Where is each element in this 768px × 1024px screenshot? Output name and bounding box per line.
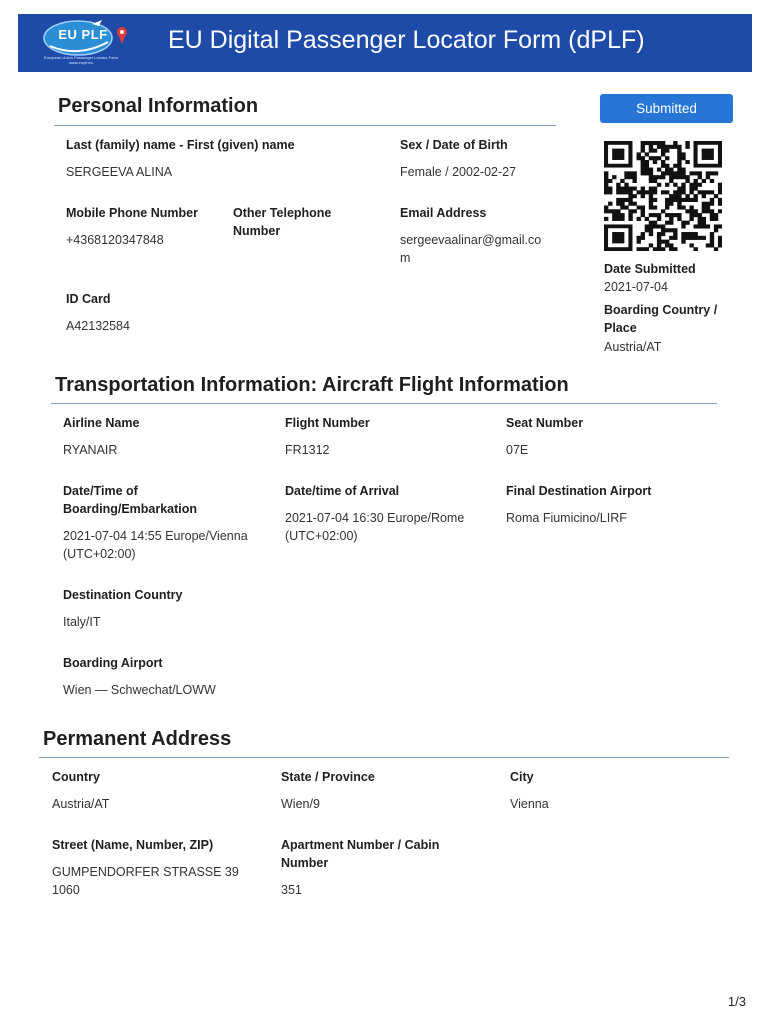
arrival-time-value: 2021-07-04 16:30 Europe/Rome (UTC+02:00) xyxy=(285,511,465,543)
email-label: Email Address xyxy=(400,206,487,220)
final-airport-label: Final Destination Airport xyxy=(506,484,652,498)
destination-country-value: Italy/IT xyxy=(63,615,101,629)
final-airport-value: Roma Fiumicino/LIRF xyxy=(506,511,627,525)
section-divider xyxy=(39,757,729,758)
boarding-time-label: Date/Time of Boarding/Embarkation xyxy=(63,484,198,516)
header-bar xyxy=(18,14,752,72)
flight-number-label: Flight Number xyxy=(285,416,370,430)
date-submitted-value: 2021-07-04 xyxy=(604,280,668,294)
qr-code-icon xyxy=(604,141,722,251)
apartment-value: 351 xyxy=(281,883,302,897)
date-submitted-label: Date Submitted xyxy=(604,262,696,276)
section-title-transport: Transportation Information: Aircraft Flight Information xyxy=(55,374,569,396)
boarding-airport-label: Boarding Airport xyxy=(63,656,163,670)
name-label: Last (family) name - First (given) name xyxy=(66,138,295,152)
country-value: Austria/AT xyxy=(52,797,110,811)
other-phone-label: Other Telephone Number xyxy=(233,206,332,238)
apartment-label: Apartment Number / Cabin Number xyxy=(281,838,440,870)
logo-text: EU PLF xyxy=(58,27,108,42)
email-value: sergeevaalinar@gmail.com xyxy=(400,233,542,265)
seat-number-value: 07E xyxy=(506,443,529,457)
sex-dob-label: Sex / Date of Birth xyxy=(400,138,508,152)
section-divider xyxy=(54,125,556,126)
boarding-time-value: 2021-07-04 14:55 Europe/Vienna (UTC+02:00) xyxy=(63,529,248,561)
page-title: EU Digital Passenger Locator Form (dPLF) xyxy=(168,26,645,54)
section-title-address: Permanent Address xyxy=(43,728,232,750)
boarding-country-label: Boarding Country / Place xyxy=(604,303,718,335)
status-badge: Submitted xyxy=(600,94,733,123)
street-value: GUMPENDORFER STRASSE 39 1060 xyxy=(52,865,239,897)
name-value: SERGEEVA ALINA xyxy=(66,165,173,179)
city-value: Vienna xyxy=(510,797,549,811)
mobile-value: +4368120347848 xyxy=(66,233,164,247)
id-card-label: ID Card xyxy=(66,292,111,306)
arrival-time-label: Date/time of Arrival xyxy=(285,484,400,498)
airline-value: RYANAIR xyxy=(63,443,118,457)
flight-number-value: FR1312 xyxy=(285,443,330,457)
boarding-airport-value: Wien — Schwechat/LOWW xyxy=(63,683,216,697)
section-title-personal: Personal Information xyxy=(58,95,259,117)
country-label: Country xyxy=(52,770,100,784)
sex-dob-value: Female / 2002-02-27 xyxy=(400,165,517,179)
state-value: Wien/9 xyxy=(281,797,320,811)
logo-subtitle: European Union Passenger Locator Form www.euplf.eu xyxy=(43,55,119,65)
state-label: State / Province xyxy=(281,770,375,784)
airline-label: Airline Name xyxy=(63,416,140,430)
destination-country-label: Destination Country xyxy=(63,588,183,602)
section-divider xyxy=(51,403,717,404)
eu-plf-logo xyxy=(30,18,140,68)
seat-number-label: Seat Number xyxy=(506,416,584,430)
id-card-value: A42132584 xyxy=(66,319,130,333)
boarding-country-value: Austria/AT xyxy=(604,340,662,354)
street-label: Street (Name, Number, ZIP) xyxy=(52,838,214,852)
city-label: City xyxy=(510,770,534,784)
page-number: 1/3 xyxy=(727,994,746,1009)
mobile-label: Mobile Phone Number xyxy=(66,206,198,220)
